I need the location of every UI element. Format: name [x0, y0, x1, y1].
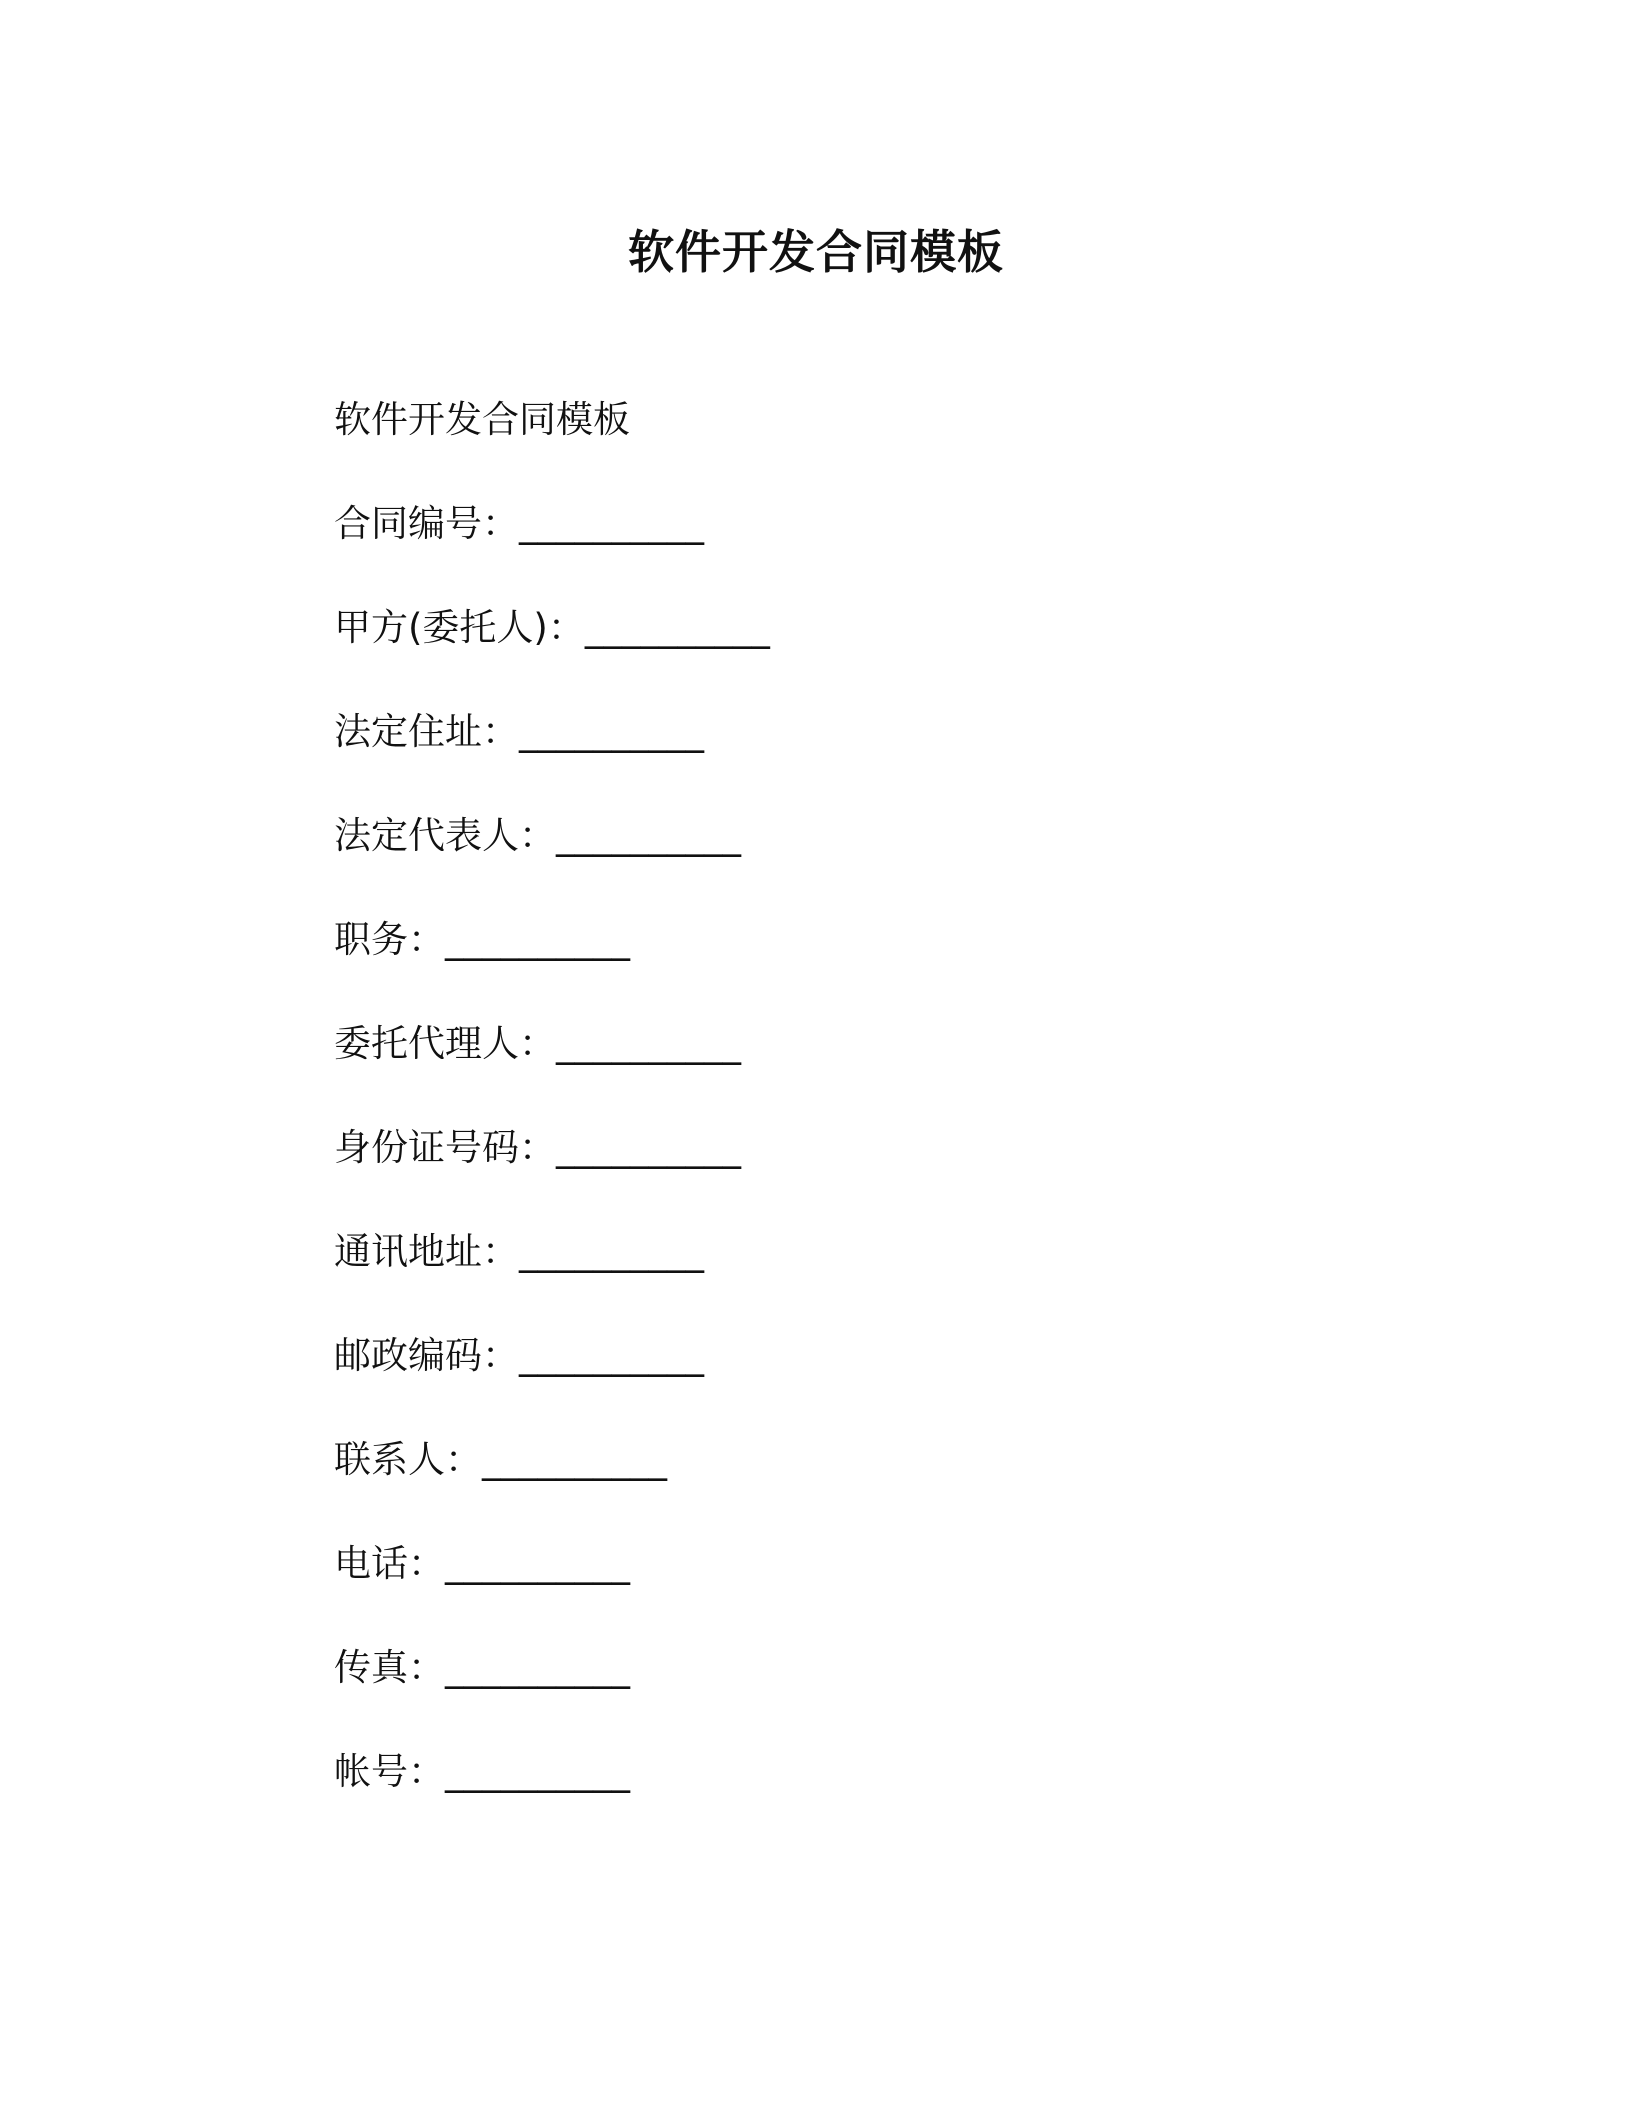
- field-account: 帐号：__________: [334, 1750, 630, 1793]
- document-title: 软件开发合同模板: [628, 225, 1004, 279]
- field-postal-code: 邮政编码：__________: [334, 1334, 704, 1377]
- field-contact-person: 联系人：__________: [334, 1438, 667, 1481]
- field-id-number: 身份证号码：__________: [334, 1126, 741, 1169]
- field-phone: 电话：__________: [334, 1542, 630, 1585]
- document-subtitle: 软件开发合同模板: [334, 398, 630, 441]
- field-contract-number: 合同编号：__________: [334, 502, 704, 545]
- field-party-a: 甲方(委托人)：__________: [334, 606, 770, 649]
- field-legal-address: 法定住址：__________: [334, 710, 704, 753]
- document-body: [334, 390, 1434, 1846]
- field-fax: 传真：__________: [334, 1646, 630, 1689]
- field-position: 职务：__________: [334, 918, 630, 961]
- field-mailing-address: 通讯地址：__________: [334, 1230, 704, 1273]
- field-authorized-agent: 委托代理人：__________: [334, 1022, 741, 1065]
- field-legal-representative: 法定代表人：__________: [334, 814, 741, 857]
